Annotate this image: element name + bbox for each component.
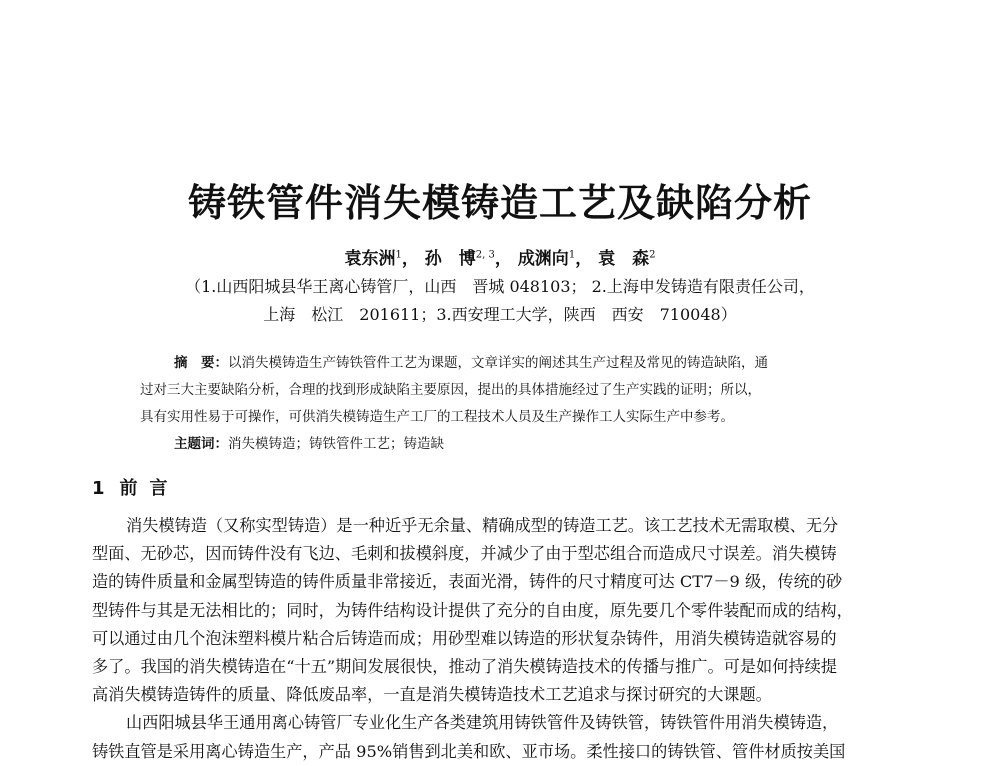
author-name: 袁东洲	[344, 249, 396, 269]
abstract-line	[140, 350, 860, 377]
author-affiliation-mark: 2	[649, 249, 656, 261]
body-line: 消失模铸造（又称实型铸造）是一种近乎无余量、精确成型的铸造工艺。该工艺技术无需取模、无分	[126, 516, 839, 535]
abstract	[140, 350, 860, 431]
keywords	[174, 432, 444, 452]
body-line: 型铸件与其是无法相比的；同时，为铸件结构设计提供了充分的自由度，原先要几个零件装配而成的结构，	[92, 600, 853, 620]
body-line: 可以通过由几个泡沫塑料模片粘合后铸造而成；用砂型难以铸造的形状复杂铸件，用消失模铸造就容易的	[92, 628, 837, 648]
author-name: 成渊向	[517, 249, 569, 269]
author-list: 袁东洲$^1$， 孙 博$^{2, 3}$， 成渊向$^1$， 袁 森$^2$	[344, 249, 656, 269]
abstract-label: 摘 要：	[174, 355, 228, 371]
body-line: 型面、无砂芯，因而铸件没有飞边、毛刺和拔模斜度，并减少了由于型芯组合而造成尺寸误差。消失模铸	[92, 544, 837, 564]
abstract-text: 以消失模铸造生产铸铁管件工艺为课题，文章详实的阐述其生产过程及常见的铸造缺陷，通	[228, 355, 768, 371]
body-line: 造的铸件质量和金属型铸造的铸件质量非常接近，表面光滑，铸件的尺寸精度可达 CT7－9 级，传统的砂	[92, 572, 843, 592]
body-text	[92, 512, 908, 766]
body-line: 铸铁直管是采用离心铸造生产，产品 95%销售到北美和欧、亚市场。柔性接口的铸铁管、管件材质按美国	[92, 741, 846, 761]
abstract-line: 具有实用性易于可操作，可供消失模铸造生产工厂的工程技术人员及生产操作工人实际生产中参考。	[140, 409, 734, 425]
author-name: 孙 博	[424, 249, 476, 269]
author-affiliation-mark: 1	[568, 249, 576, 261]
section-heading	[92, 474, 180, 500]
section-number: 1	[92, 478, 106, 499]
keywords-label: 主题词：	[174, 436, 228, 452]
author-name: 袁 森	[598, 249, 650, 269]
author-affiliation-mark: 1	[395, 249, 402, 261]
body-line: 山西阳城县华王通用离心铸管厂专业化生产各类建筑用铸铁管件及铸铁管，铸铁管件用消失模铸造，	[126, 713, 839, 733]
abstract-line: 过对三大主要缺陷分析，合理的找到形成缺陷主要原因，提出的具体措施经过了生产实践的证明；所以，	[140, 382, 761, 398]
author-affiliation-mark: 2, 3	[475, 249, 495, 261]
affiliation-line-2: 上海 松江 201611；3.西安理工大学，陕西 西安 710048）	[263, 305, 737, 324]
paper-title: 铸铁管件消失模铸造工艺及缺陷分析	[187, 181, 812, 225]
section-title: 前言	[119, 478, 180, 499]
body-line: 多了。我国的消失模铸造在“十五”期间发展很快，推动了消失模铸造技术的传播与推广。可是如何持续提	[92, 657, 837, 677]
keywords-text: 消失模铸造；铸铁管件工艺；铸造缺	[228, 436, 444, 452]
affiliation-line-1: （1.山西阳城县华王离心铸管厂，山西 晋城 048103； 2.上海申发铸造有限责任公司，	[185, 277, 815, 296]
body-line: 高消失模铸造铸件的质量、降低废品率，一直是消失模铸造技术工艺追求与探讨研究的大课题。	[92, 685, 772, 705]
